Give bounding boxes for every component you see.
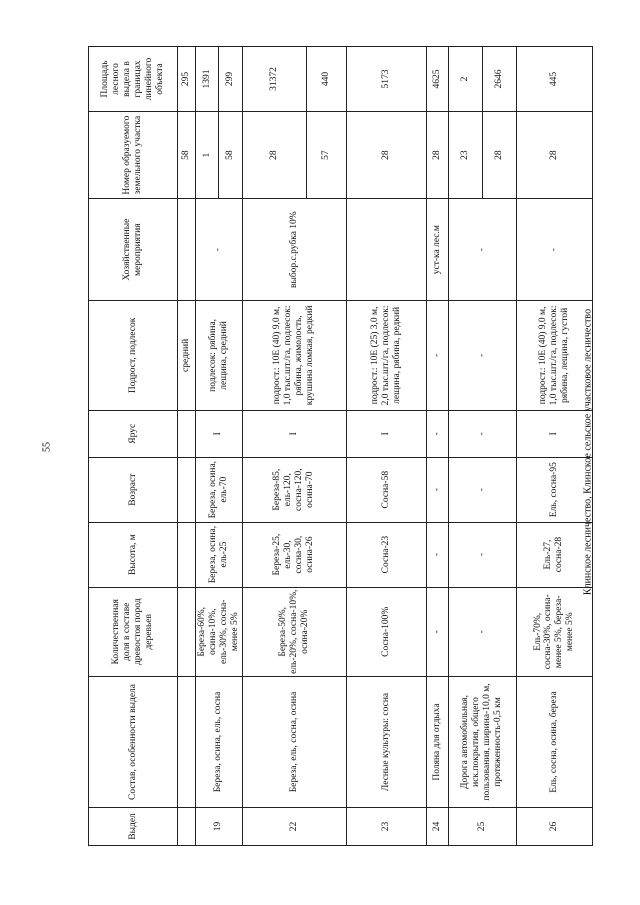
cell-yarus: - [426, 410, 448, 457]
table-row [516, 47, 592, 846]
header-row [89, 47, 178, 846]
cell-sostav: Дорога автомобильная, иск.покрытия, общего пользования, ширина-10,0 м, протяженность-0,5 км [448, 677, 516, 808]
cell-vysota: Ель-27, сосна-28 [516, 522, 592, 587]
cell-dolya: - [448, 587, 516, 677]
table-row [426, 47, 448, 846]
cell-vydel: 23 [346, 807, 426, 845]
cell-sostav: Береза, ель, сосна, осина [242, 677, 346, 808]
cell-vozrast: - [426, 457, 448, 522]
cell-dolya: Береза-50%, ель-20%, сосна-10%, осина-20% [242, 587, 346, 677]
cell-dolya: Ель-70%, сосна-30%, осина-менее 5%, береза-менее 5% [516, 587, 592, 677]
cell-nomer: 28 [346, 111, 426, 198]
cell-dolya: - [426, 587, 448, 677]
cell-vysota [178, 522, 196, 587]
cell-nomer: 23 [448, 111, 482, 198]
cell-ploshad: 1391 [196, 47, 219, 112]
table-row [448, 47, 482, 846]
cell-nomer: 57 [306, 111, 346, 198]
section-caption: Клинское лесничество, Клинское сельское участковое лесничество [582, 308, 594, 596]
table-row [178, 47, 196, 846]
cell-vydel: 19 [196, 807, 243, 845]
cell-vydel: 24 [426, 807, 448, 845]
cell-vozrast: - [448, 457, 516, 522]
col-header-vozrast: Возраст [89, 457, 178, 522]
cell-vysota: Береза-25, ель-30, сосна-30, осина-26 [242, 522, 346, 587]
cell-nomer: 58 [178, 111, 196, 198]
cell-dolya: Сосна-100% [346, 587, 426, 677]
cell-meropr: - [516, 199, 592, 301]
col-header-vysota: Высота, м [89, 522, 178, 587]
cell-vydel: 22 [242, 807, 346, 845]
cell-meropr: выбор.с.рубка 10% [242, 199, 346, 301]
cell-nomer: 58 [219, 111, 242, 198]
cell-vysota: Сосна-23 [346, 522, 426, 587]
cell-vysota: Береза, осина, ель-25 [196, 522, 243, 587]
cell-sostav: Лесные культуры: сосна [346, 677, 426, 808]
cell-vozrast: Береза, осина, ель-70 [196, 457, 243, 522]
cell-vydel: 26 [516, 807, 592, 845]
cell-vydel [178, 807, 196, 845]
cell-yarus: I [516, 410, 592, 457]
cell-podrost: подрост.: 10Е (40) 9,0 м, 1,0 тыс.шт./га, подлесок: рябина, жимолость, крушина ломкая, редкий [242, 301, 346, 411]
col-header-sostav: Состав, особенности выдела [89, 677, 178, 808]
cell-meropr: - [448, 199, 516, 301]
rotated-table-wrapper [88, 46, 593, 846]
cell-yarus [178, 410, 196, 457]
cell-yarus: - [448, 410, 516, 457]
cell-sostav: Береза, осина, ель, сосна [196, 677, 243, 808]
cell-meropr [346, 199, 426, 301]
cell-ploshad: 445 [516, 47, 592, 112]
col-header-yarus: Ярус [89, 410, 178, 457]
cell-vysota: - [426, 522, 448, 587]
forest-inventory-table [88, 46, 593, 846]
cell-vozrast: Ель, сосна-95 [516, 457, 592, 522]
cell-sostav: Поляна для отдыха [426, 677, 448, 808]
cell-meropr [178, 199, 196, 301]
cell-nomer: 28 [426, 111, 448, 198]
table-row [346, 47, 426, 846]
col-header-meropr: Хозяйственные мероприятия [89, 199, 178, 301]
cell-vydel: 25 [448, 807, 516, 845]
col-header-nomer: Номер образуемого земельного участка [89, 111, 178, 198]
cell-nomer: 28 [242, 111, 306, 198]
cell-vozrast: Сосна-58 [346, 457, 426, 522]
col-header-podrost: Подрост, подлесок [89, 301, 178, 411]
cell-nomer: 28 [516, 111, 592, 198]
cell-ploshad: 4625 [426, 47, 448, 112]
page-number: 55 [41, 442, 53, 452]
cell-meropr: - [196, 199, 243, 301]
col-header-dolya: Количественная доля в составе древостоя пород деревьев [89, 587, 178, 677]
table-row [242, 47, 306, 846]
cell-yarus: I [242, 410, 346, 457]
col-header-ploshad: Площадь лесного выдела в границах линейного объекта [89, 47, 178, 112]
cell-podrost: подрост.: 10Е (25) 3,0 м, 2,0 тыс.шт./га, подлесок: лещина, рябина, редкий [346, 301, 426, 411]
cell-podrost: подрост.: 10Е (40) 9,0 м, 1,0 тыс.шт./га, подлесок: рябина, лещина, густой [516, 301, 592, 411]
cell-nomer: 28 [482, 111, 516, 198]
cell-nomer: 1 [196, 111, 219, 198]
cell-yarus: I [196, 410, 243, 457]
cell-vozrast: Береза-85, ель-120, сосна-120, осина-70 [242, 457, 346, 522]
cell-yarus: I [346, 410, 426, 457]
cell-sostav [178, 677, 196, 808]
cell-ploshad: 440 [306, 47, 346, 112]
cell-podrost: подлесок: рябина, лещина, средний [196, 301, 243, 411]
cell-vysota: - [448, 522, 516, 587]
cell-ploshad: 299 [219, 47, 242, 112]
cell-ploshad: 31372 [242, 47, 306, 112]
cell-podrost: - [448, 301, 516, 411]
cell-ploshad: 2 [448, 47, 482, 112]
cell-podrost: средний [178, 301, 196, 411]
cell-sostav: Ель, сосна, осина, береза [516, 677, 592, 808]
cell-vozrast [178, 457, 196, 522]
cell-ploshad: 295 [178, 47, 196, 112]
cell-podrost: - [426, 301, 448, 411]
cell-ploshad: 5173 [346, 47, 426, 112]
cell-dolya [178, 587, 196, 677]
table-row [196, 47, 219, 846]
cell-dolya: Береза-60%, осина-10%, ель-30%, сосна-менее 5% [196, 587, 243, 677]
cell-meropr: уст-ка лес.м [426, 199, 448, 301]
cell-ploshad: 2646 [482, 47, 516, 112]
col-header-vydel: Выдел [89, 807, 178, 845]
